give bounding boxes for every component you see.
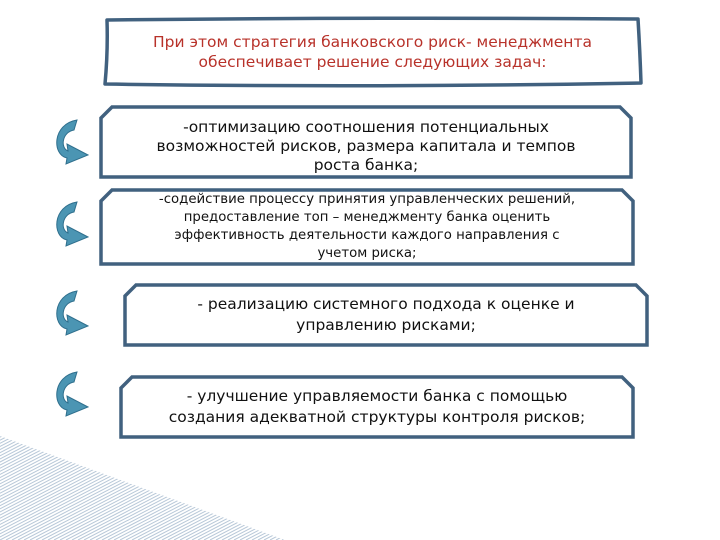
task-text-2: -содействие процессу принятия управленческих решений, предоставление топ – менеджменту банка оценить эффективность деятельности каждого направления с учетом риска; (158, 192, 576, 261)
task-box-4 (118, 374, 636, 440)
diagonal-stripes-decoration (0, 436, 285, 540)
curved-arrow-icon (52, 370, 92, 418)
task-text-1: -оптимизацию соотношения потенциальных возможностей рисков, размера капитала и темпов роста банка; (156, 117, 576, 174)
header-text: При этом стратегия банковского риск- менеджмента обеспечивает решение следующих задач: (153, 33, 592, 71)
task-box-2 (98, 187, 636, 267)
task-text-3: - реализацию системного подхода к оценке и управлению рисками; (197, 295, 575, 334)
task-box-1 (98, 104, 634, 180)
curved-arrow-icon (52, 289, 92, 337)
header-box (100, 14, 645, 90)
task-text-4: - улучшение управляемости банка с помощью создания адекватной структуры контроля рисков; (168, 387, 586, 426)
curved-arrow-icon (52, 200, 92, 248)
task-box-3 (122, 282, 650, 348)
curved-arrow-icon (52, 118, 92, 166)
